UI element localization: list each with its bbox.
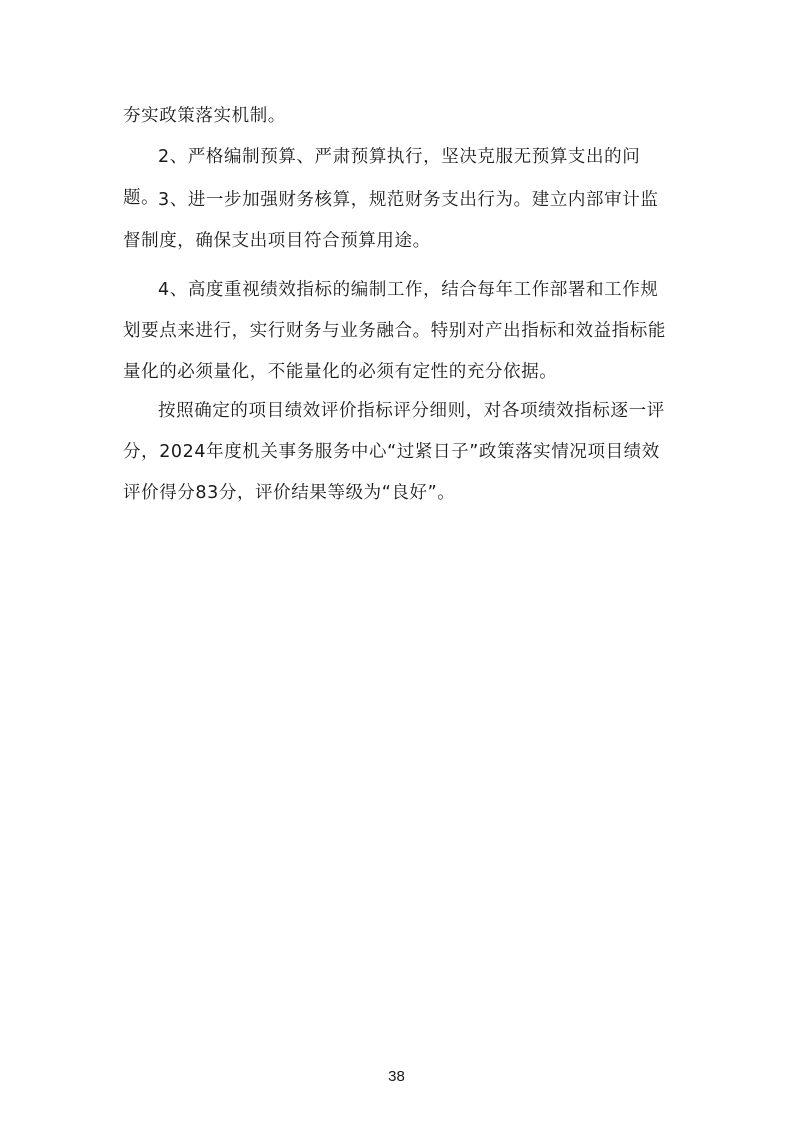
document-body [123, 391, 673, 514]
paragraph-budget: 2、严格编制预算、严肃预算执行，坚决克服无预算支出的问题。 [123, 147, 641, 208]
paragraph-accounting: 3、进一步加强财务核算，规范财务支出行为。建立内部审计监督制度，确保支出项目符合预算用途。 [123, 190, 659, 251]
document-body [123, 270, 673, 393]
page-number: 38 [388, 1068, 405, 1085]
paragraph-evaluation-result: 按照确定的项目绩效评价指标评分细则，对各项绩效指标逐一评分，2024年度机关事务服务中心“过紧日子”政策落实情况项目绩效评价得分83分，评价结果等级为“良好”。 [123, 401, 665, 503]
paragraph-continuation: 夯实政策落实机制。 [123, 106, 286, 126]
paragraph-indicators: 4、高度重视绩效指标的编制工作，结合每年工作部署和工作规划要点来进行，实行财务与业务融合。特别对产出指标和效益指标能量化的必须量化，不能量化的必须有定性的充分依据。 [123, 280, 666, 382]
document-body [123, 180, 673, 262]
document-body [123, 96, 673, 137]
